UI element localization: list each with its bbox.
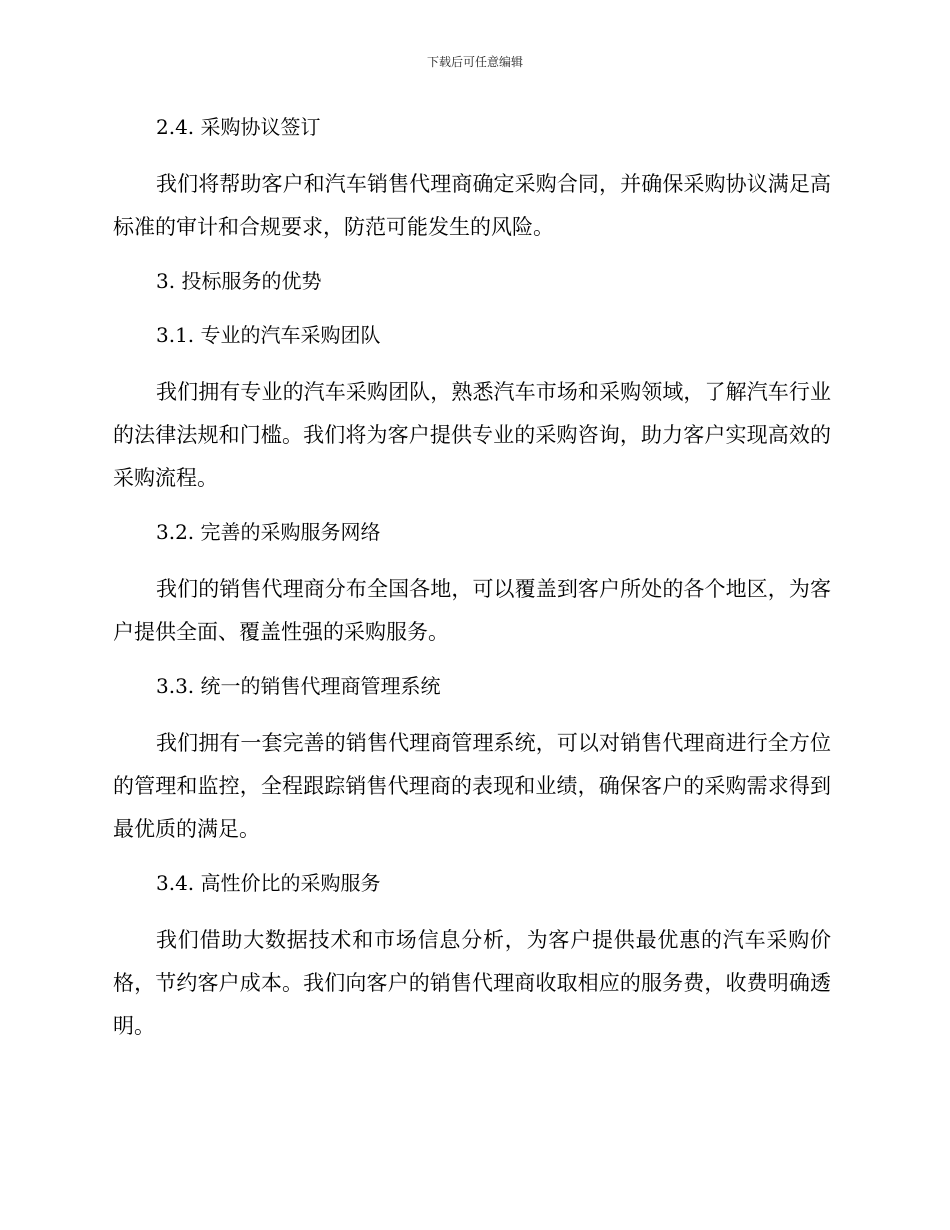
section-paragraph-3-4: 我们借助大数据技术和市场信息分析，为客户提供最优惠的汽车采购价格，节约客户成本。我们向客户的销售代理商收取相应的服务费，收费明确透明。 — [113, 928, 831, 1038]
section-heading-3: 3. 投标服务的优势 — [156, 269, 322, 293]
section-heading-3-1: 3.1. 专业的汽车采购团队 — [156, 323, 381, 347]
section-heading-3-3: 3.3. 统一的销售代理商管理系统 — [156, 674, 441, 698]
section-paragraph-2-4: 我们将帮助客户和汽车销售代理商确定采购合同，并确保采购协议满足高标准的审计和合规要求，防范可能发生的风险。 — [113, 172, 831, 239]
section-heading-3-4: 3.4. 高性价比的采购服务 — [156, 871, 381, 895]
header-note: 下载后可任意编辑 — [426, 55, 523, 69]
section-heading-2-4: 2.4. 采购协议签订 — [156, 115, 321, 139]
section-heading-3-2: 3.2. 完善的采购服务网络 — [156, 520, 381, 544]
section-paragraph-3-3: 我们拥有一套完善的销售代理商管理系统，可以对销售代理商进行全方位的管理和监控，全程跟踪销售代理商的表现和业绩，确保客户的采购需求得到最优质的满足。 — [113, 731, 831, 841]
document-body — [113, 110, 831, 1048]
section-paragraph-3-1: 我们拥有专业的汽车采购团队，熟悉汽车市场和采购领域，了解汽车行业的法律法规和门槛。我们将为客户提供专业的采购咨询，助力客户实现高效的采购流程。 — [113, 380, 831, 490]
section-paragraph-3-2: 我们的销售代理商分布全国各地，可以覆盖到客户所处的各个地区，为客户提供全面、覆盖性强的采购服务。 — [113, 577, 831, 644]
